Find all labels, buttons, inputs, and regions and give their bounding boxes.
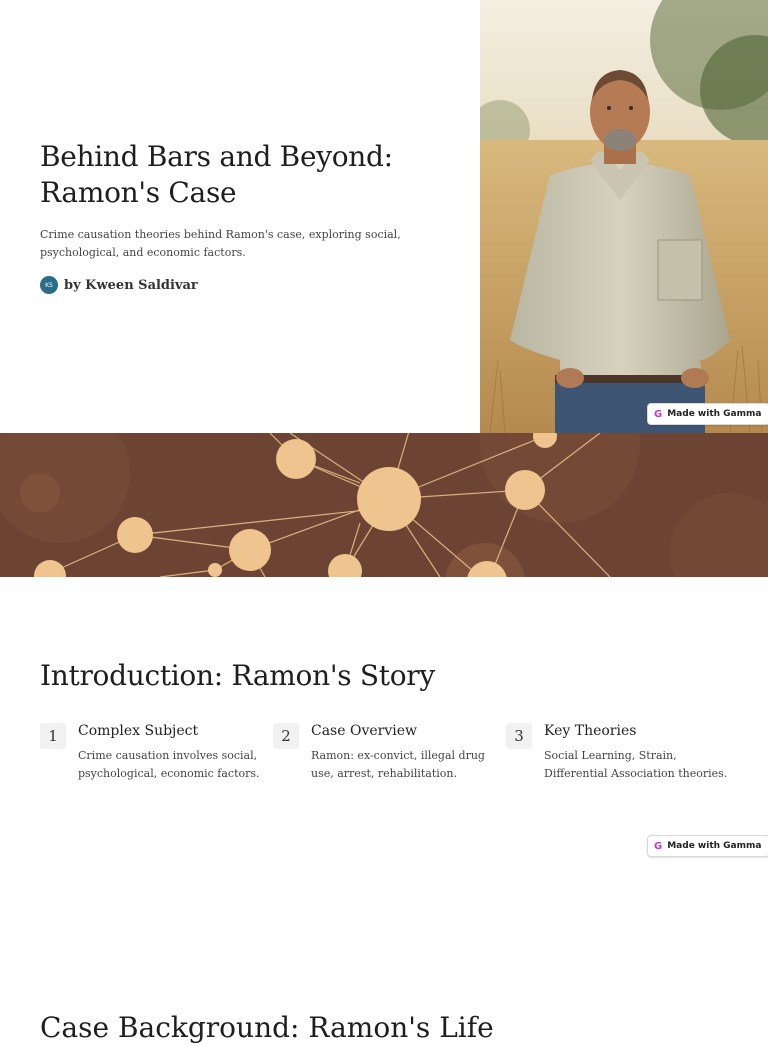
item-number: 1 [40, 723, 66, 749]
case-background-heading: Case Background: Ramon's Life [40, 1011, 494, 1044]
page-title [40, 139, 460, 211]
item-number: 3 [506, 723, 532, 749]
author-name: by Kween Saldivar [64, 277, 198, 293]
man-in-field-image [480, 0, 768, 433]
made-with-gamma-badge[interactable] [647, 835, 768, 857]
item-description: Social Learning, Strain, Differential Association theories. [544, 749, 728, 780]
author-byline [40, 276, 198, 294]
intro-heading: Introduction: Ramon's Story [40, 659, 435, 692]
item-description: Ramon: ex-convict, illegal drug use, arrest, rehabilitation. [311, 749, 485, 780]
title-line-2: Ramon's Case [40, 176, 237, 209]
badge-label: Made with Gamma [667, 841, 762, 851]
gamma-logo-icon: G [654, 840, 663, 852]
item-title: Complex Subject [78, 723, 199, 739]
item-number: 2 [273, 723, 299, 749]
network-banner-image [0, 433, 768, 577]
item-description: Crime causation involves social, psychological, economic factors. [78, 749, 260, 780]
badge-label: Made with Gamma [667, 409, 762, 419]
subtitle: Crime causation theories behind Ramon's case, exploring social, psychological, and economic factors. [40, 228, 401, 259]
hero-photo [480, 0, 768, 433]
item-title: Key Theories [544, 723, 637, 739]
made-with-gamma-badge[interactable] [647, 403, 768, 425]
gamma-logo-icon: G [654, 408, 663, 420]
item-title: Case Overview [311, 723, 417, 739]
title-slide [0, 0, 768, 433]
avatar: KS [40, 276, 58, 294]
title-line-1: Behind Bars and Beyond: [40, 140, 393, 173]
